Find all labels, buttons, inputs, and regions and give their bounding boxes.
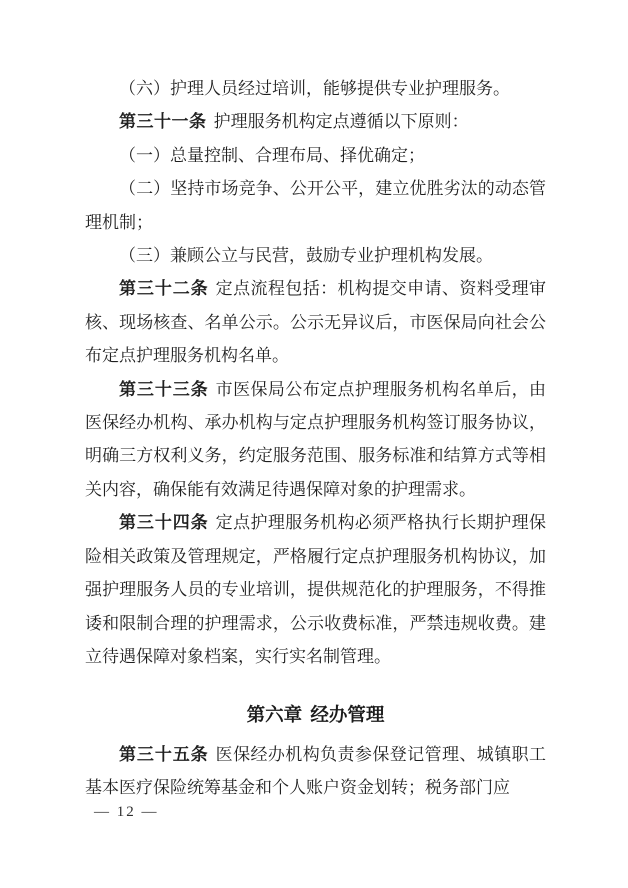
paragraph <box>85 506 546 673</box>
document-body <box>85 72 546 805</box>
paragraph <box>85 172 546 239</box>
chapter-heading <box>85 698 546 731</box>
article-number: 第三十四条 <box>119 513 209 533</box>
paragraph <box>85 139 546 172</box>
paragraph-text: 市医保局公布定点护理服务机构名单后，由医保经办机构、承办机构与定点护理服务机构签订服务协议，明确三方权利义务，约定服务范围、服务标准和结算方式等相关内容，确保能有效满足待遇保障对象的护理需求。 <box>85 379 547 499</box>
paragraph-text: 定点护理服务机构必须严格执行长期护理保险相关政策及管理规定，严格履行定点护理服务机构协议，加强护理服务人员的专业培训，提供规范化的护理服务，不得推诿和限制合理的护理需求，公示收费标准，严禁违规收费。建立待遇保障对象档案，实行实名制管理。 <box>85 513 547 666</box>
article-number: 第三十一条 <box>119 112 207 132</box>
paragraph <box>85 239 546 272</box>
paragraph-text: （三）兼顾公立与民营，鼓励专业护理机构发展。 <box>119 246 493 266</box>
paragraph-text: （二）坚持市场竞争、公开公平，建立优胜劣汰的动态管理机制； <box>85 179 546 232</box>
paragraph <box>85 72 546 105</box>
paragraph <box>85 373 546 507</box>
paragraph <box>85 105 546 138</box>
paragraph-text: 医保经办机构负责参保登记管理、城镇职工基本医疗保险统筹基金和个人账户资金划转；税务部门应 <box>85 744 547 798</box>
paragraph-text: 定点流程包括：机构提交申请、资料受理审核、现场核查、名单公示。公示无异议后，市医保局向社会公布定点护理服务机构名单。 <box>85 279 547 366</box>
paragraph-text: 护理服务机构定点遵循以下原则： <box>213 112 469 132</box>
article-number: 第三十三条 <box>119 379 209 399</box>
article-number: 第三十二条 <box>119 279 209 299</box>
paragraph <box>85 738 546 805</box>
paragraph-text: 经办管理 <box>310 704 385 726</box>
chapter-number: 第六章 <box>246 704 303 726</box>
article-number: 第三十五条 <box>119 744 209 764</box>
paragraph-text: （六）护理人员经过培训，能够提供专业护理服务。 <box>119 79 510 98</box>
paragraph-text: （一）总量控制、合理布局、择优确定； <box>119 145 425 165</box>
paragraph <box>85 272 546 372</box>
page-number: — 12 — <box>94 804 159 820</box>
